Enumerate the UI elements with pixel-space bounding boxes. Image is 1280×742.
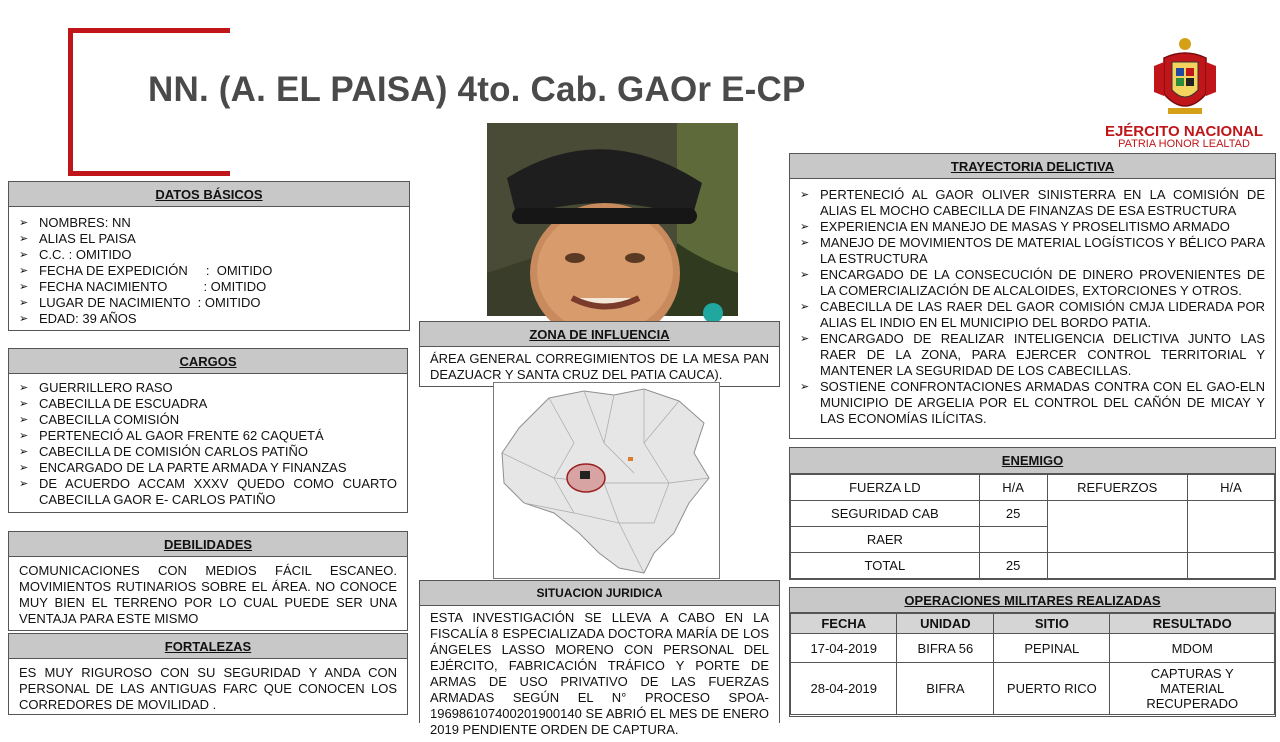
table-row bbox=[791, 663, 1275, 715]
table-header-cell: RESULTADO bbox=[1110, 614, 1275, 634]
trayectoria-heading: TRAYECTORIA DELICTIVA bbox=[790, 154, 1275, 179]
table-header-cell: FECHA bbox=[791, 614, 897, 634]
table-cell: TOTAL bbox=[791, 553, 980, 579]
enemigo-panel bbox=[789, 447, 1276, 580]
list-item: ➢ ENCARGADO DE LA PARTE ARMADA Y FINANZAS bbox=[19, 460, 397, 476]
list-item: ➢ ENCARGADO DE LA CONSECUCIÓN DE DINERO PROVENIENTES DE LA COMERCIALIZACIÓN DE ALCALOIDES, EXTORCIONES Y OTROS. bbox=[800, 267, 1265, 299]
table-header-cell: FUERZA LD bbox=[791, 475, 980, 501]
fortalezas-heading: FORTALEZAS bbox=[9, 634, 407, 659]
fortalezas-text: ES MUY RIGUROSO CON SU SEGURIDAD Y ANDA CON PERSONAL DE LAS ANTIGUAS FARC QUE CONOCEN LOS CORREDORES DE MOVILIDAD . bbox=[19, 665, 397, 712]
list-item: ➢ CABECILLA DE LAS RAER DEL GAOR COMISIÓN CMJA LIDERADA POR ALIAS EL INDIO EN EL MUNICIPIO DEL BORDO PATIA. bbox=[800, 299, 1265, 331]
list-item: ➢ GUERRILLERO RASO bbox=[19, 380, 397, 396]
datos-basicos-panel bbox=[8, 181, 410, 331]
list-item: ➢ CABECILLA COMISIÓN bbox=[19, 412, 397, 428]
datos-basicos-list bbox=[9, 207, 409, 327]
list-item: ➢ FECHA NACIMIENTO : OMITIDO bbox=[19, 279, 399, 295]
table-cell bbox=[1047, 501, 1187, 553]
table-header-cell: UNIDAD bbox=[897, 614, 994, 634]
table-cell: 25 bbox=[979, 553, 1047, 579]
debilidades-panel bbox=[8, 531, 408, 631]
operaciones-heading: OPERACIONES MILITARES REALIZADAS bbox=[790, 588, 1275, 613]
table-row bbox=[791, 634, 1275, 663]
table-row bbox=[791, 614, 1275, 634]
table-cell: RAER bbox=[791, 527, 980, 553]
situacion-juridica-panel bbox=[419, 580, 780, 737]
table-cell: 17-04-2019 bbox=[791, 634, 897, 663]
army-name: EJÉRCITO NACIONAL bbox=[1104, 123, 1264, 140]
list-item: ➢ PERTENECIÓ AL GAOR FRENTE 62 CAQUETÁ bbox=[19, 428, 397, 444]
table-cell: PUERTO RICO bbox=[994, 663, 1110, 715]
list-item: ➢ PERTENECIÓ AL GAOR OLIVER SINISTERRA EN LA COMISIÓN DE ALIAS EL MOCHO CABECILLA DE FINANZAS DE ESA ESTRUCTURA bbox=[800, 187, 1265, 219]
cargos-panel bbox=[8, 348, 408, 513]
list-item: ➢ LUGAR DE NACIMIENTO : OMITIDO bbox=[19, 295, 399, 311]
table-header-cell: REFUERZOS bbox=[1047, 475, 1187, 501]
table-cell: 25 bbox=[979, 501, 1047, 527]
list-item: ➢ EDAD: 39 AÑOS bbox=[19, 311, 399, 327]
table-cell bbox=[1047, 553, 1187, 579]
table-cell bbox=[979, 527, 1047, 553]
trayectoria-panel bbox=[789, 153, 1276, 439]
operaciones-panel bbox=[789, 587, 1276, 717]
table-cell: BIFRA bbox=[897, 663, 994, 715]
enemigo-table bbox=[790, 474, 1275, 579]
table-row bbox=[791, 553, 1275, 579]
table-header-cell: H/A bbox=[1187, 475, 1274, 501]
table-row bbox=[791, 501, 1275, 527]
zona-influencia-heading: ZONA DE INFLUENCIA bbox=[420, 322, 779, 347]
list-item: ➢ DE ACUERDO ACCAM XXXV QUEDO COMO CUARTO CABECILLA GAOR E- CARLOS PATIÑO bbox=[19, 476, 397, 508]
table-cell: SEGURIDAD CAB bbox=[791, 501, 980, 527]
debilidades-heading: DEBILIDADES bbox=[9, 532, 407, 557]
list-item: ➢ C.C. : OMITIDO bbox=[19, 247, 399, 263]
table-row bbox=[791, 475, 1275, 501]
list-item: ➢ SOSTIENE CONFRONTACIONES ARMADAS CONTRA CON EL GAO-ELN MUNICIPIO DE ARGELIA POR EL CONTROL DEL CAÑÓN DE MICAY Y LAS ECONOMÍAS ILÍCITAS. bbox=[800, 379, 1265, 427]
list-item: ➢ CABECILLA DE ESCUADRA bbox=[19, 396, 397, 412]
table-cell: BIFRA 56 bbox=[897, 634, 994, 663]
list-item: ➢ NOMBRES: NN bbox=[19, 215, 399, 231]
influence-map bbox=[493, 382, 720, 579]
table-cell bbox=[1187, 553, 1274, 579]
list-item: ➢ FECHA DE EXPEDICIÓN : OMITIDO bbox=[19, 263, 399, 279]
page-title: NN. (A. EL PAISA) 4to. Cab. GAOr E-CP bbox=[148, 70, 806, 109]
situacion-juridica-heading: SITUACION JURIDICA bbox=[420, 581, 779, 606]
army-motto: PATRIA HONOR LEALTAD bbox=[1118, 138, 1250, 150]
table-cell bbox=[1187, 501, 1274, 553]
table-cell: 28-04-2019 bbox=[791, 663, 897, 715]
suspect-photo bbox=[487, 123, 738, 316]
table-cell: PEPINAL bbox=[994, 634, 1110, 663]
zona-influencia-panel bbox=[419, 321, 780, 387]
situacion-juridica-text: ESTA INVESTIGACIÓN SE LLEVA A CABO EN LA FISCALÍA 8 ESPECIALIZADA DOCTORA MARÍA DE LOS ÁNGELES LASSO MORENO CON PERSONAL DEL EJÉRCITO, FABRICACIÓN TRÁFICO Y PORTE DE ARMAS DE USO PRIVATIVO DE LAS FUERZAS ARMADAS SEGÚN EL N° PROCESO SPOA-196986107400201900140 SE ABRIÓ EL MES DE ENERO 2019 PENDIENTE ORDEN DE CAPTURA. bbox=[430, 610, 769, 737]
table-header-cell: SITIO bbox=[994, 614, 1110, 634]
trayectoria-list bbox=[790, 179, 1275, 427]
cargos-list bbox=[9, 374, 407, 508]
list-item: ➢ MANEJO DE MOVIMIENTOS DE MATERIAL LOGÍSTICOS Y BÉLICO PARA LA ESTRUCTURA bbox=[800, 235, 1265, 267]
list-item: ➢ ALIAS EL PAISA bbox=[19, 231, 399, 247]
list-item: ➢ CABECILLA DE COMISIÓN CARLOS PATIÑO bbox=[19, 444, 397, 460]
list-item: ➢ ENCARGADO DE REALIZAR INTELIGENCIA DELICTIVA JUNTO LAS RAER DE LA ZONA, PARA EJERCER CONTROL TERRITORIAL Y MANTENER LA SEGURIDAD DE LOS CABECILLAS. bbox=[800, 331, 1265, 379]
fortalezas-panel bbox=[8, 633, 408, 715]
zona-influencia-text: ÁREA GENERAL CORREGIMIENTOS DE LA MESA PAN DEAZUACR Y SANTA CRUZ DEL PATIA CAUCA). bbox=[430, 351, 769, 382]
enemigo-heading: ENEMIGO bbox=[790, 448, 1275, 474]
table-cell: MDOM bbox=[1110, 634, 1275, 663]
table-cell: CAPTURAS Y MATERIAL RECUPERADO bbox=[1110, 663, 1275, 715]
list-item: ➢ EXPERIENCIA EN MANEJO DE MASAS Y PROSELITISMO ARMADO bbox=[800, 219, 1265, 235]
datos-basicos-heading: DATOS BÁSICOS bbox=[9, 182, 409, 207]
military-crest-icon bbox=[1150, 36, 1220, 122]
operaciones-table bbox=[790, 613, 1275, 715]
debilidades-text: COMUNICACIONES CON MEDIOS FÁCIL ESCANEO. MOVIMIENTOS RUTINARIOS SOBRE EL ÁREA. NO CONOCE MUY BIEN EL TERRENO POR LO CUAL PUEDE SER UNA VENTAJA PARA ESTE MISMO bbox=[19, 563, 397, 626]
table-header-cell: H/A bbox=[979, 475, 1047, 501]
cargos-heading: CARGOS bbox=[9, 349, 407, 374]
